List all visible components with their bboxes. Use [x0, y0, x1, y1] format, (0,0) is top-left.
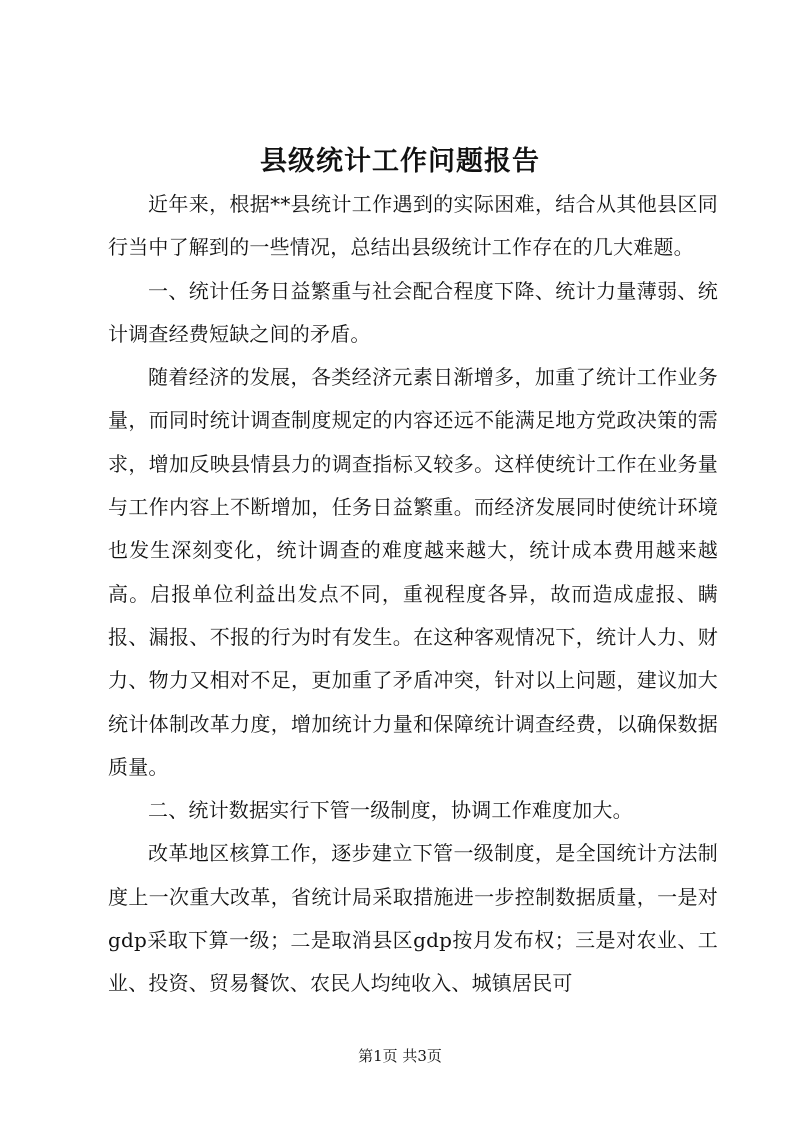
section-heading-1: 一、统计任务日益繁重与社会配合程度下降、统计力量薄弱、统计调查经费短缺之间的矛盾。	[108, 278, 718, 346]
paragraph-section-1: 随着经济的发展，各类经济元素日渐增多，加重了统计工作业务量，而同时统计调查制度规定的内容还远不能满足地方党政决策的需求，增加反映县情县力的调查指标又较多。这样使统计工作在业务量与工作内容上不断增加，任务日益繁重。而经济发展同时使统计环境也发生深刻变化，统计调查的难度越来越大，统计成本费用越来越高。启报单位利益出发点不同，重视程度各异，故而造成虚报、瞒报、漏报、不报的行为时有发生。在这种客观情况下，统计人力、财力、物力又相对不足，更加重了矛盾冲突，针对以上问题，建议加大统计体制改革力度，增加统计力量和保障统计调查经费，以确保数据质量。	[108, 365, 718, 779]
section-heading-2: 二、统计数据实行下管一级制度，协调工作难度加大。	[148, 798, 633, 823]
page-number-footer: 第1页 共3页	[358, 1047, 442, 1065]
paragraph-section-2: 改革地区核算工作，逐步建立下管一级制度，是全国统计方法制度上一次重大改革，省统计局采取措施进一步控制数据质量，一是对gdp采取下算一级；二是取消县区gdp按月发布权；三是对农业、工业、投资、贸易餐饮、农民人均纯收入、城镇居民可	[108, 841, 718, 996]
document-body	[108, 183, 718, 1006]
document-title: 县级统计工作问题报告	[260, 146, 540, 177]
paragraph-intro: 近年来，根据**县统计工作遇到的实际困难，结合从其他县区同行当中了解到的一些情况，总结出县级统计工作存在的几大难题。	[108, 192, 718, 260]
